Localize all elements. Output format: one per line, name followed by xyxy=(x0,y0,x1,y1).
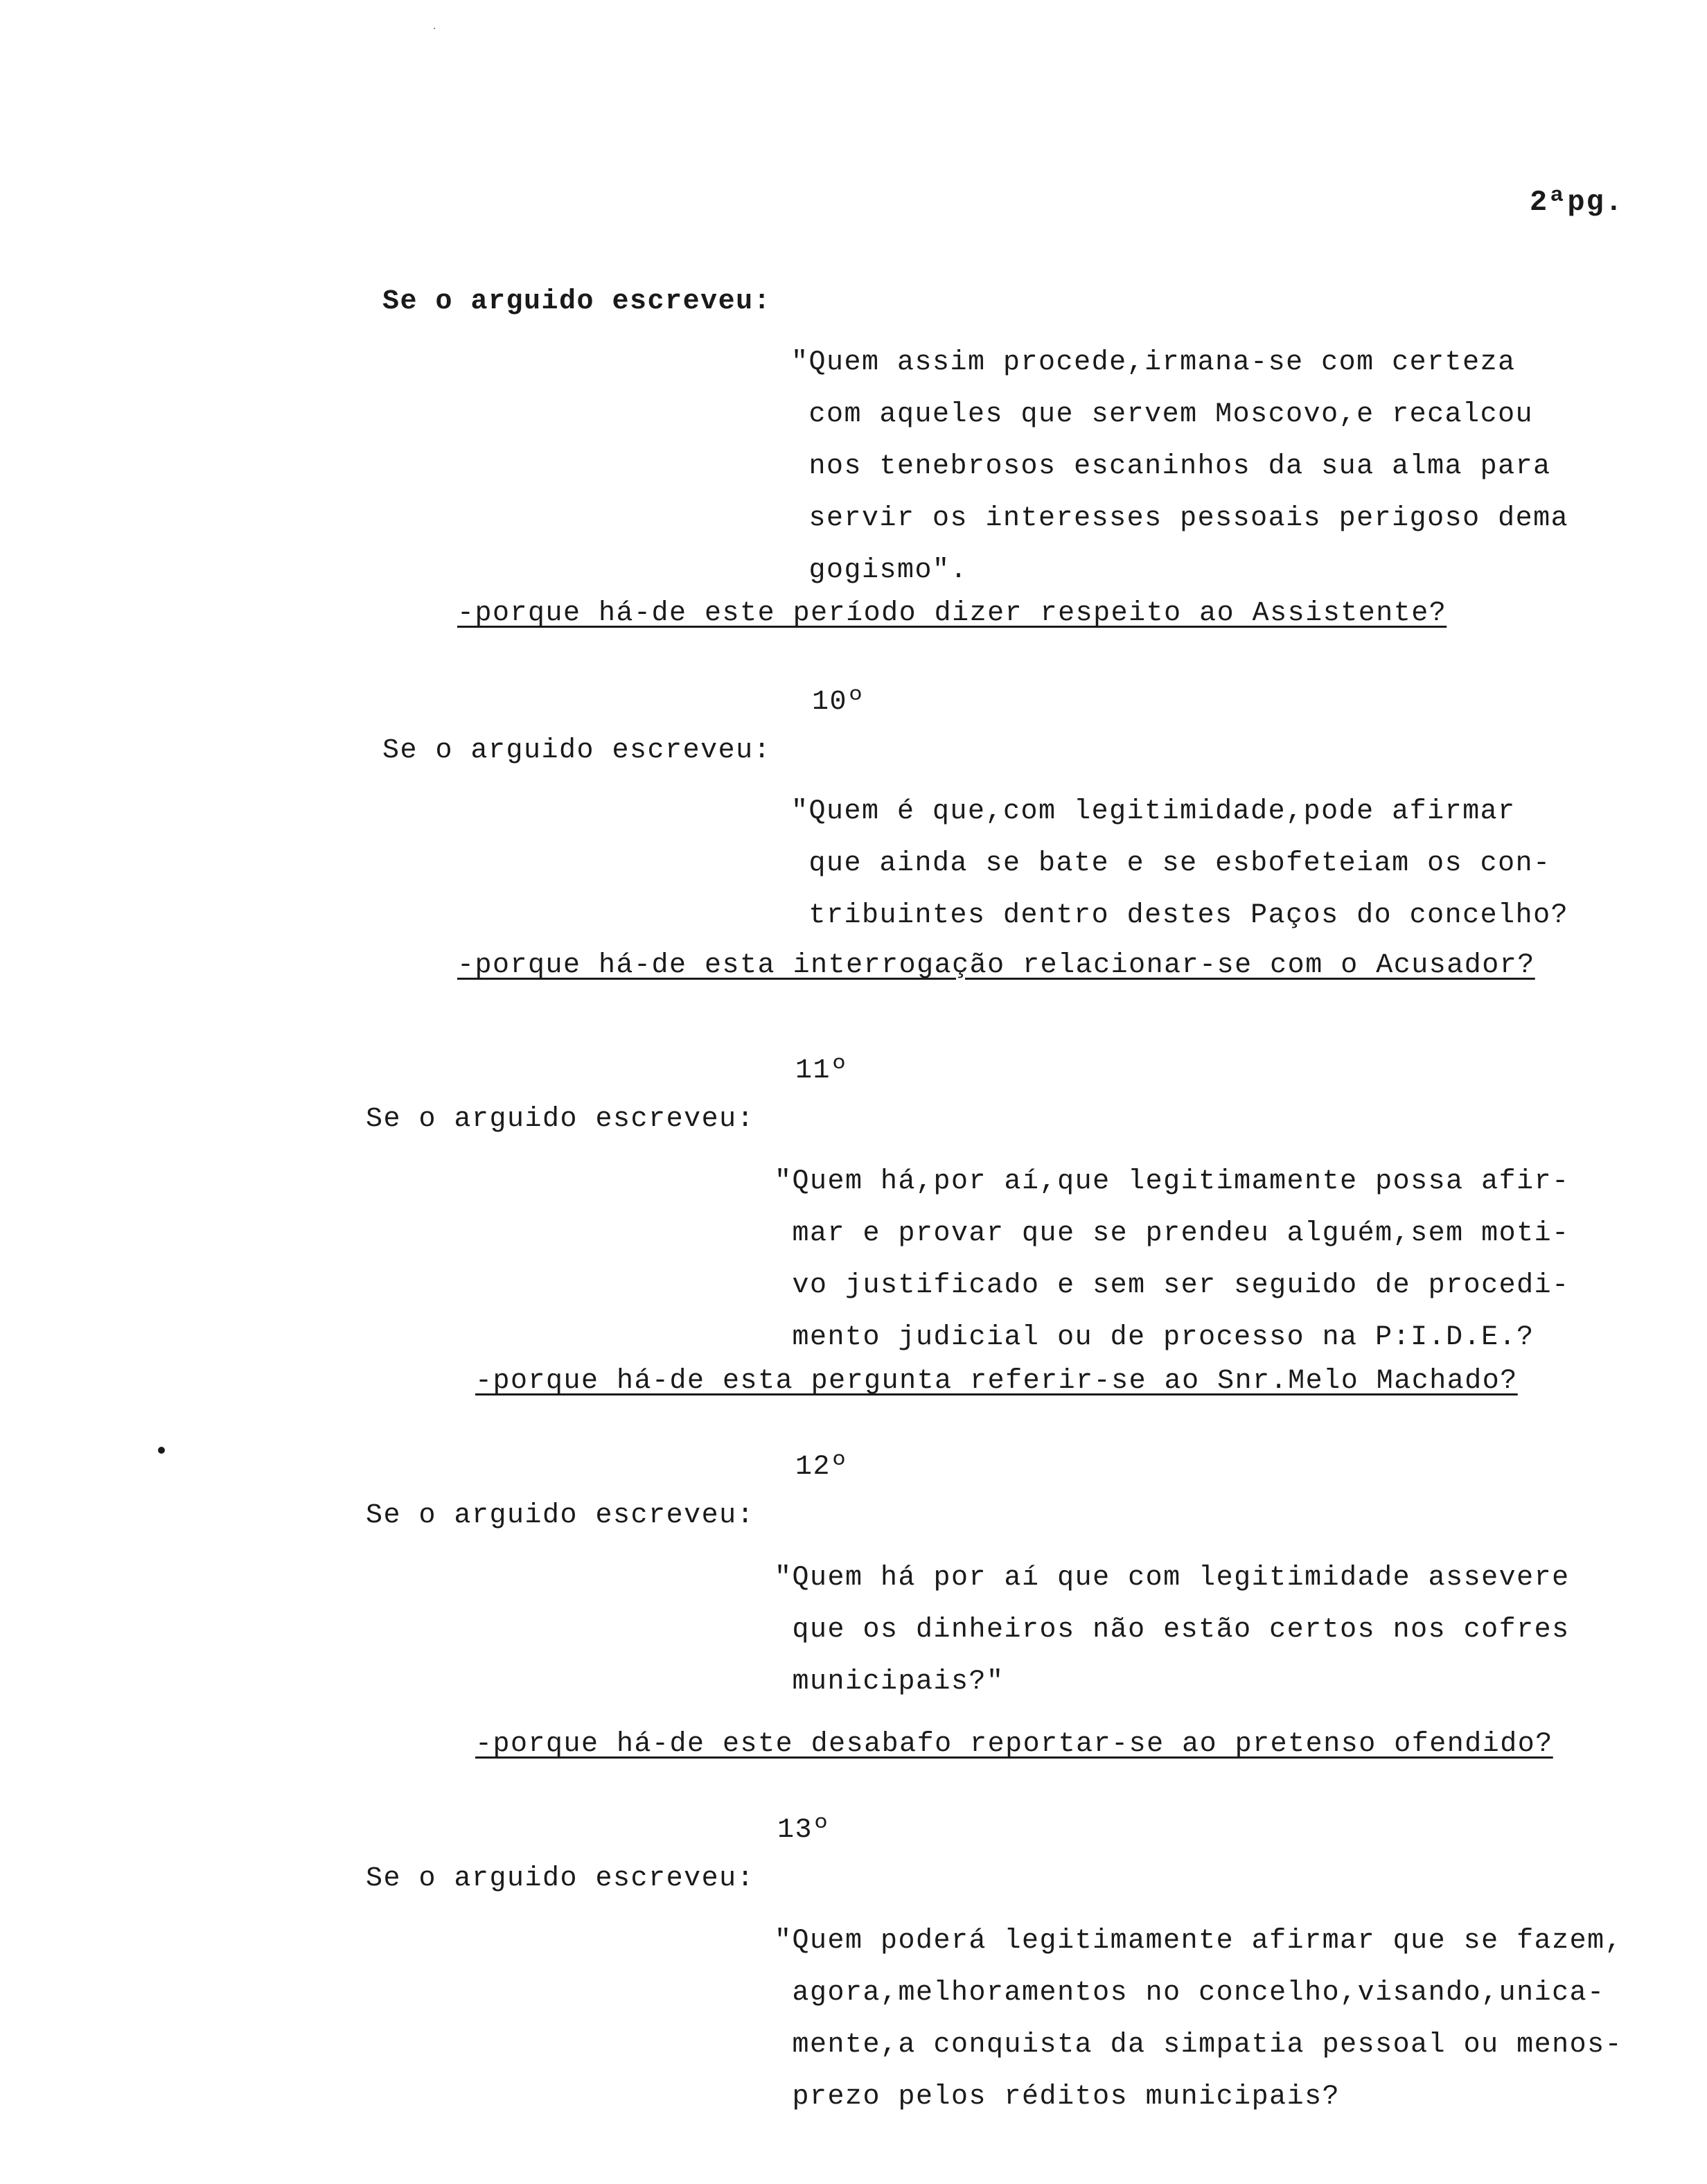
quote-line: mente,a conquista da simpatia pessoal ou menos- xyxy=(775,2029,1623,2061)
section-number: 13º xyxy=(777,1815,831,1846)
quote-line: "Quem assim procede,irmana-se com certeza xyxy=(791,347,1516,378)
quote-line: que ainda se bate e se esbofeteiam os con- xyxy=(791,848,1551,879)
quote-line: nos tenebrosos escaninhos da sua alma para xyxy=(791,451,1551,482)
section-intro: Se o arguido escreveu: xyxy=(382,286,772,317)
quoted-passage xyxy=(791,786,1568,942)
quote-line: tribuintes dentro destes Paços do concelho? xyxy=(791,900,1569,931)
section-number: 12º xyxy=(795,1452,849,1483)
question-line: -porque há-de esta interrogação relacionar-se com o Acusador? xyxy=(457,950,1535,981)
question-line: -porque há-de este período dizer respeito ao Assistente? xyxy=(457,598,1447,629)
quote-line: "Quem há,por aí,que legitimamente possa afir- xyxy=(775,1166,1570,1197)
section-intro: Se o arguido escreveu: xyxy=(366,1500,755,1531)
ink-dot xyxy=(158,1447,165,1454)
paper-speck xyxy=(434,28,435,29)
quoted-passage xyxy=(775,1156,1570,1364)
quote-line: "Quem poderá legitimamente afirmar que se fazem, xyxy=(775,1926,1623,1957)
quote-line: gogismo". xyxy=(791,555,969,586)
page-number: 2ªpg. xyxy=(1529,186,1624,219)
quoted-passage xyxy=(791,337,1568,597)
question-line: -porque há-de esta pergunta referir-se ao Snr.Melo Machado? xyxy=(475,1366,1518,1397)
section-intro: Se o arguido escreveu: xyxy=(366,1863,755,1894)
section-number: 11º xyxy=(795,1055,849,1086)
quote-line: que os dinheiros não estão certos nos cofres xyxy=(775,1614,1570,1646)
section-intro: Se o arguido escreveu: xyxy=(366,1104,755,1135)
quote-line: municipais?" xyxy=(775,1666,1005,1698)
question-line: -porque há-de este desabafo reportar-se ao pretenso ofendido? xyxy=(475,1729,1553,1760)
quote-line: mento judicial ou de processo na P:I.D.E.? xyxy=(775,1322,1534,1353)
quoted-passage xyxy=(775,1552,1570,1708)
quote-line: "Quem é que,com legitimidade,pode afirmar xyxy=(791,796,1516,827)
quoted-passage xyxy=(775,1915,1622,2123)
quote-line: com aqueles que servem Moscovo,e recalcou xyxy=(791,399,1534,430)
quote-line: servir os interesses pessoais perigoso dema xyxy=(791,503,1569,534)
quote-line: vo justificado e sem ser seguido de procedi- xyxy=(775,1270,1570,1301)
quote-line: prezo pelos réditos municipais? xyxy=(775,2081,1341,2113)
section-intro: Se o arguido escreveu: xyxy=(382,735,772,766)
section-number: 10º xyxy=(812,687,865,718)
quote-line: agora,melhoramentos no concelho,visando,unica- xyxy=(775,1978,1605,2009)
quote-line: mar e provar que se prendeu alguém,sem moti- xyxy=(775,1218,1570,1249)
quote-line: "Quem há por aí que com legitimidade assevere xyxy=(775,1562,1570,1594)
